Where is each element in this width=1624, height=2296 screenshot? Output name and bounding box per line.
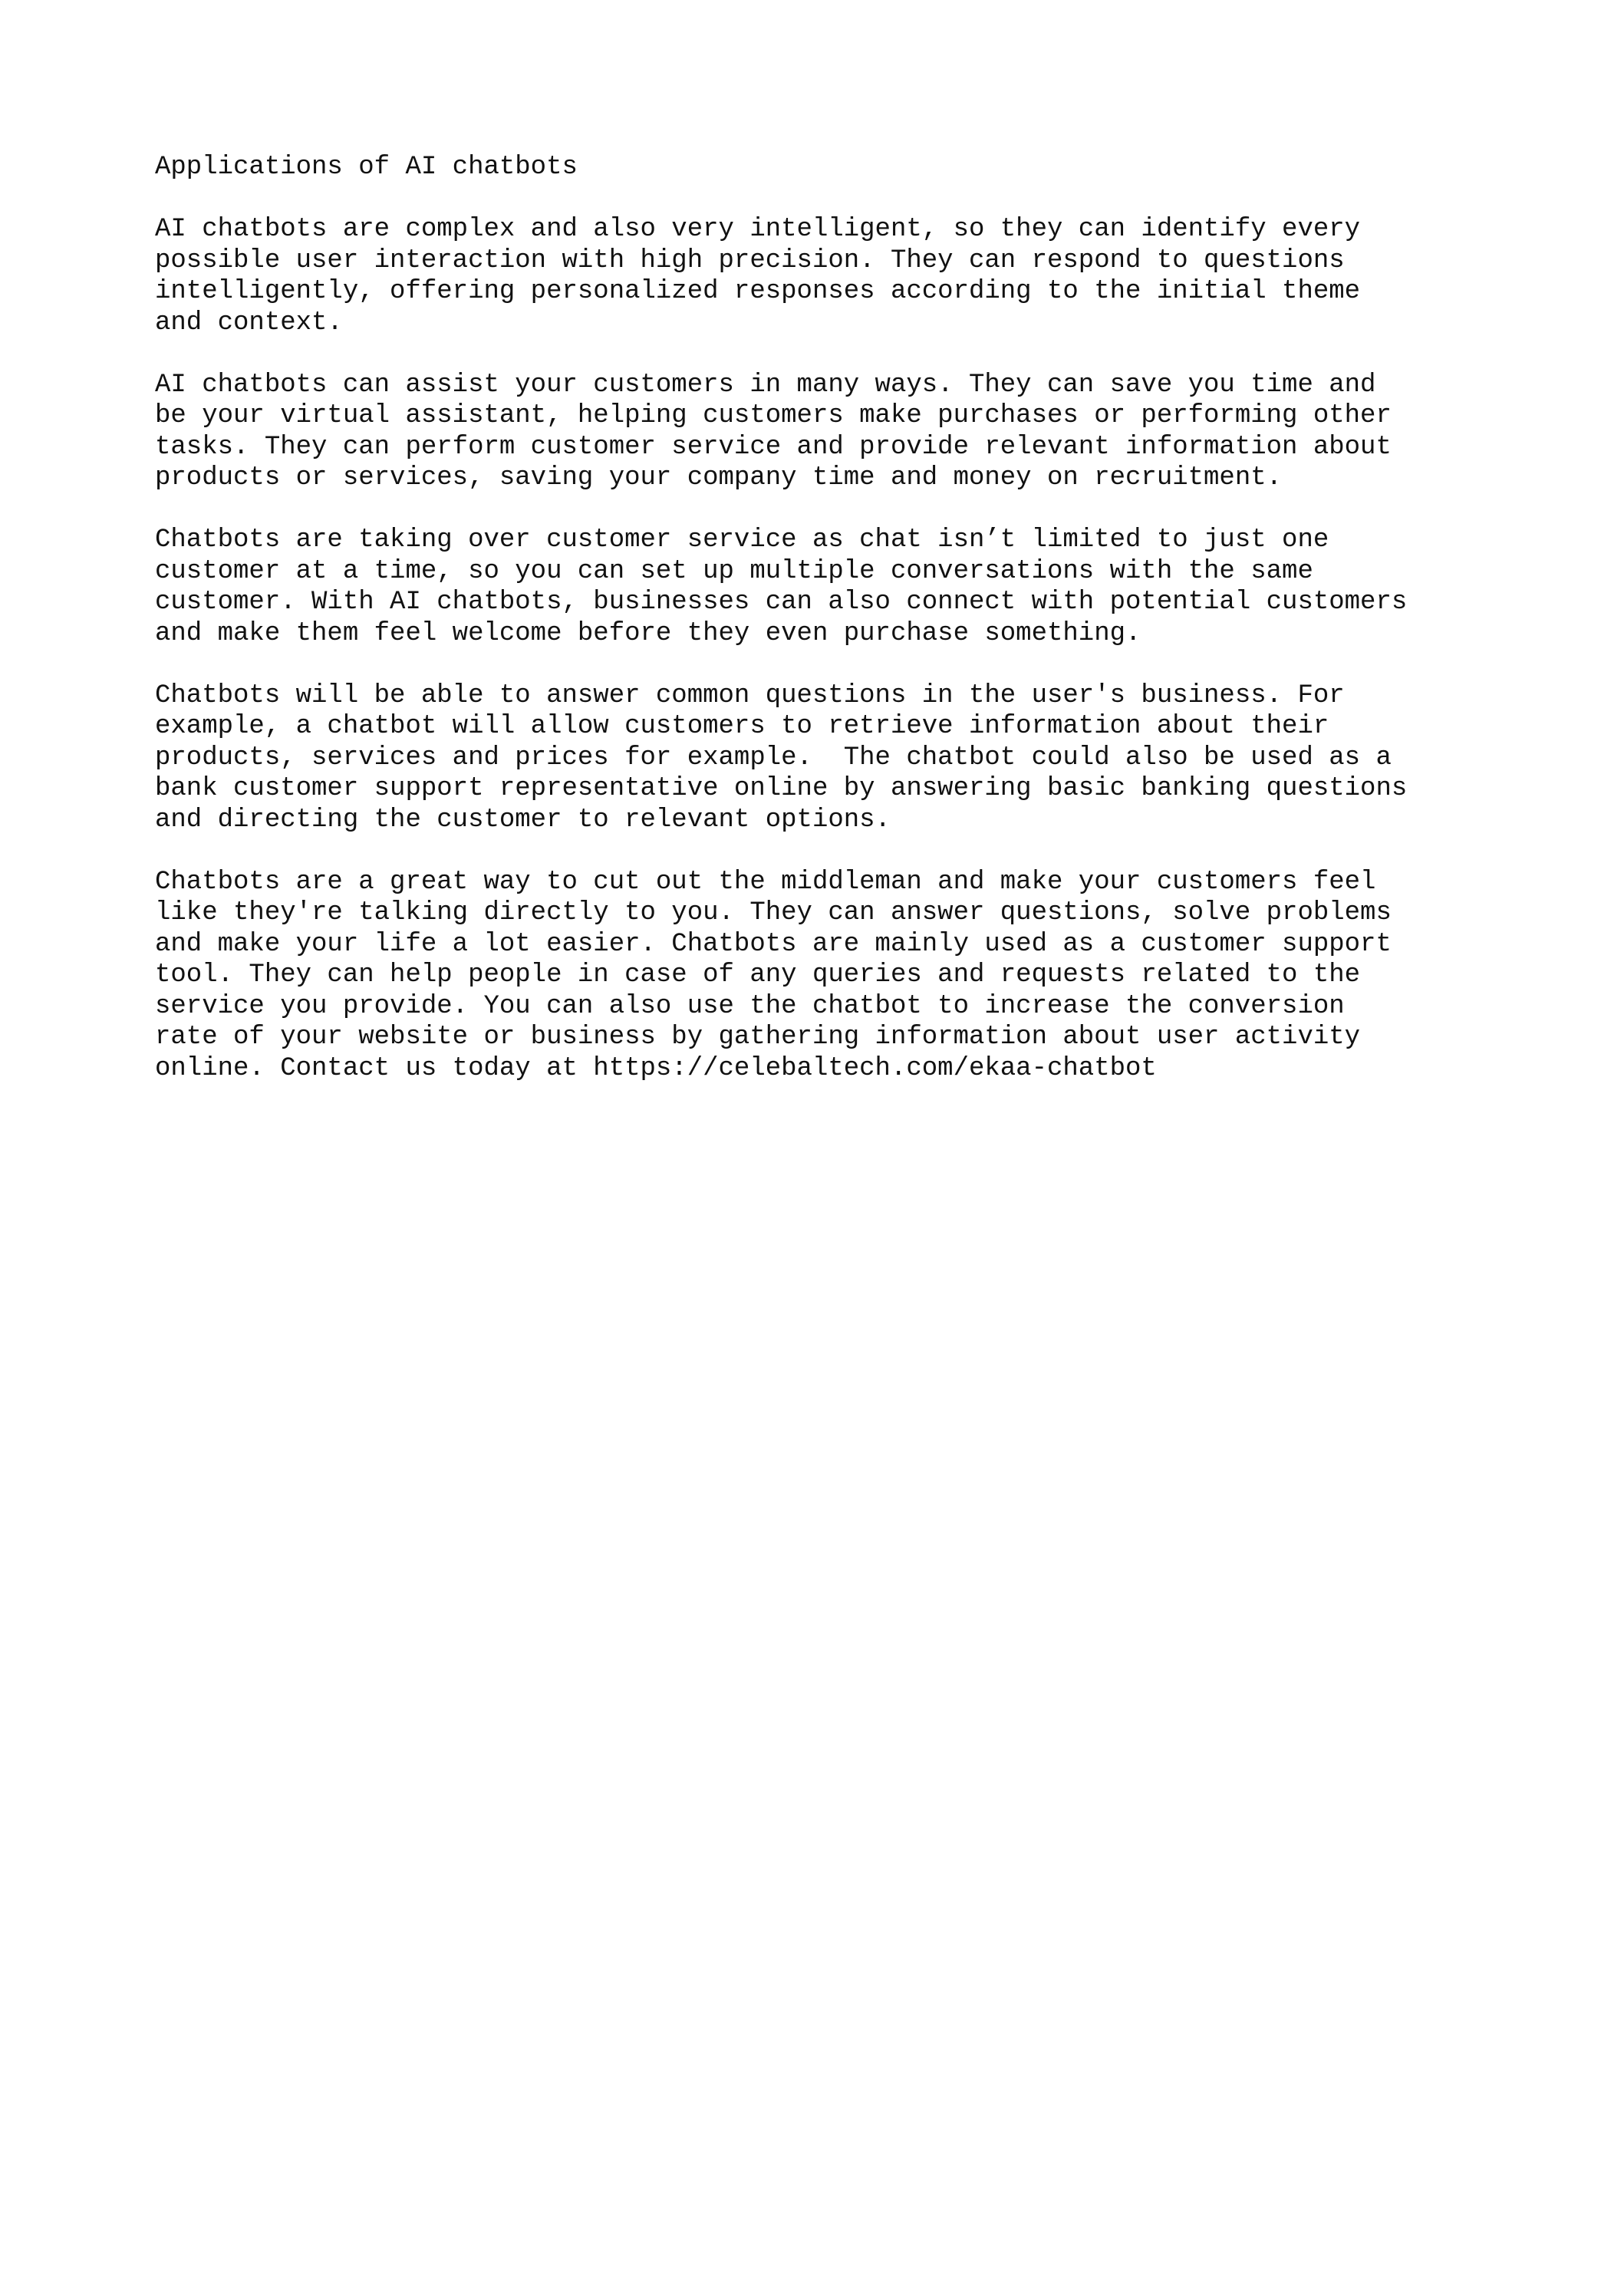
text-line: online. Contact us today at https://celebaltech.com/ekaa-chatbot [155,1053,1157,1083]
text-line: bank customer support representative online by answering basic banking questions [155,774,1408,803]
text-line: like they're talking directly to you. They can answer questions, solve problems [155,898,1392,927]
text-line: rate of your website or business by gathering information about user activity [155,1023,1361,1052]
text-line: AI chatbots are complex and also very intelligent, so they can identify every [155,215,1361,244]
text-line: example, a chatbot will allow customers to retrieve information about their [155,712,1329,741]
document-body [155,152,1505,1115]
text-line: Chatbots are a great way to cut out the middleman and make your customers feel [155,867,1376,897]
text-line: Chatbots are taking over customer service as chat isn’t limited to just one [155,525,1329,555]
text-line: and make your life a lot easier. Chatbots are mainly used as a customer support [155,929,1392,959]
text-line: and context. [155,308,343,338]
text-line: products, services and prices for example. The chatbot could also be used as a [155,743,1392,772]
text-line: AI chatbots can assist your customers in many ways. They can save you time and [155,370,1376,400]
paragraph-1 [155,214,1505,338]
paragraph-5 [155,867,1505,1085]
text-line: and directing the customer to relevant options. [155,805,891,835]
text-line: customer at a time, so you can set up multiple conversations with the same [155,556,1313,586]
text-line: tasks. They can perform customer service and provide relevant information about [155,432,1392,462]
text-line: possible user interaction with high precision. They can respond to questions [155,245,1345,275]
text-line: customer. With AI chatbots, businesses can also connect with potential customers [155,588,1408,617]
paragraph-3 [155,525,1505,649]
text-line: intelligently, offering personalized responses according to the initial theme [155,277,1361,306]
paragraph-2 [155,370,1505,494]
text-line: service you provide. You can also use the chatbot to increase the conversion [155,991,1345,1021]
document-title: Applications of AI chatbots [155,153,578,182]
paragraph-4 [155,680,1505,836]
text-line: tool. They can help people in case of any queries and requests related to the [155,960,1361,990]
text-line: products or services, saving your company time and money on recruitment. [155,463,1283,492]
text-line: be your virtual assistant, helping customers make purchases or performing other [155,401,1392,430]
text-line: and make them feel welcome before they even purchase something. [155,618,1141,648]
text-line: Chatbots will be able to answer common questions in the user's business. For [155,680,1345,710]
